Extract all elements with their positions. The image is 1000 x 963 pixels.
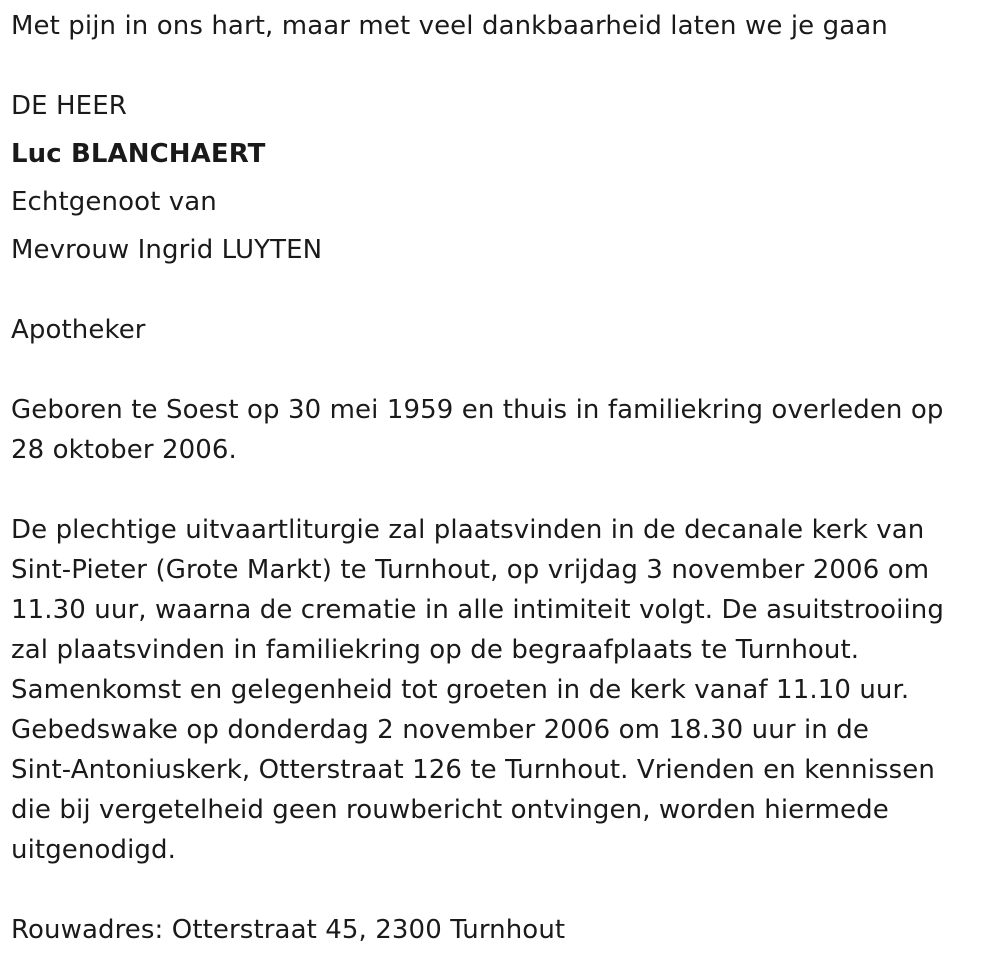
profession: Apotheker <box>11 315 146 345</box>
birth-line: Geboren te Soest op 30 mei 1959 en thuis in familiekring overleden op <box>11 395 944 425</box>
honorific-title: DE HEER <box>11 91 127 121</box>
funeral-paragraph <box>11 510 986 870</box>
funeral-line: die bij vergetelheid geen rouwbericht ontvingen, worden hiermede <box>11 795 889 825</box>
funeral-line: Sint-Pieter (Grote Markt) te Turnhout, op vrijdag 3 november 2006 om <box>11 555 930 585</box>
funeral-line: De plechtige uitvaartliturgie zal plaatsvinden in de decanale kerk van <box>11 515 925 545</box>
birth-death-paragraph <box>11 390 986 470</box>
birth-line: 28 oktober 2006. <box>11 435 237 465</box>
funeral-line: Gebedswake op donderdag 2 november 2006 om 18.30 uur in de <box>11 715 869 745</box>
funeral-line: Sint-Antoniuskerk, Otterstraat 126 te Turnhout. Vrienden en kennissen <box>11 755 935 785</box>
funeral-line: Samenkomst en gelegenheid tot groeten in de kerk vanaf 11.10 uur. <box>11 675 910 705</box>
intro-text: Met pijn in ons hart, maar met veel dankbaarheid laten we je gaan <box>11 11 888 41</box>
spouse-name: Mevrouw Ingrid LUYTEN <box>11 235 323 265</box>
spouse-label: Echtgenoot van <box>11 187 217 217</box>
funeral-line: uitgenodigd. <box>11 835 176 865</box>
mourning-address: Rouwadres: Otterstraat 45, 2300 Turnhout <box>11 915 566 945</box>
funeral-line: zal plaatsvinden in familiekring op de begraafplaats te Turnhout. <box>11 635 860 665</box>
funeral-line: 11.30 uur, waarna de crematie in alle intimiteit volgt. De asuitstrooiing <box>11 595 944 625</box>
deceased-name: Luc BLANCHAERT <box>11 139 266 169</box>
